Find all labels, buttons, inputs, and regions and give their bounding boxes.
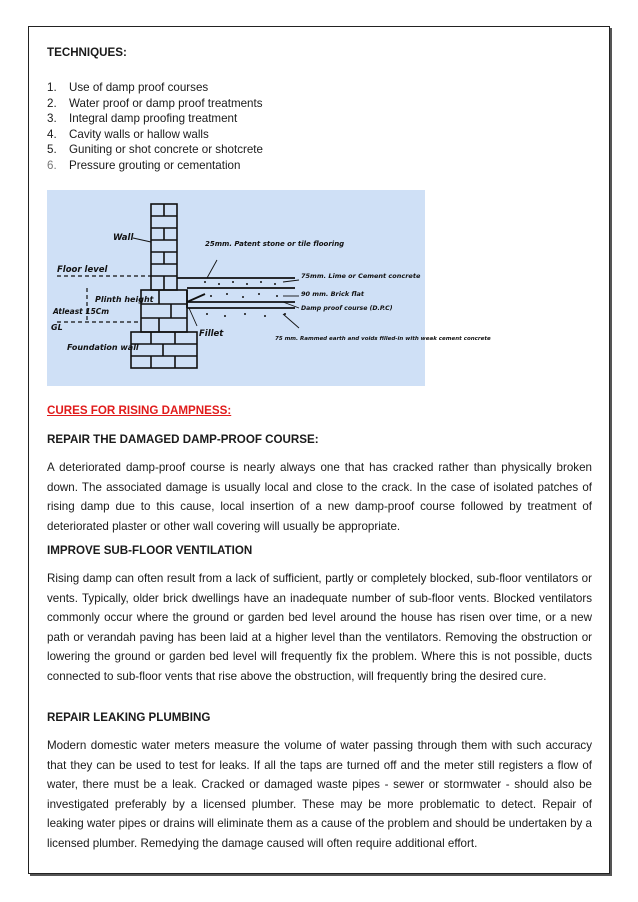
- label-patent-stone: 25mm. Patent stone or tile flooring: [205, 240, 345, 248]
- list-item: 6. Pressure grouting or cementation: [47, 158, 241, 172]
- section-paragraph: A deteriorated damp-proof course is nearly always one that has cracked rather than physically broken down. The associated damage is usually local and close to the crack. In the case of isolated patches of rising damp due to this cause, local insertion of a new damp-proof course followed by treatment of deteriorated plaster or other wall covering will usually be appropriate.: [47, 461, 592, 533]
- label-lime-cement: 75mm. Lime or Cement concrete: [301, 272, 421, 280]
- list-item: 3. Integral damp proofing treatment: [47, 112, 238, 126]
- label-rammed-earth: 75 mm. Rammed earth and voids filled-in with weak cement concrete: [275, 336, 491, 342]
- wall-bricks: [131, 204, 197, 368]
- label-fillet: Fillet: [199, 329, 224, 339]
- label-plinth-height: Plinth height: [95, 295, 154, 304]
- section-heading: REPAIR LEAKING PLUMBING: [47, 711, 211, 724]
- cures-heading: CURES FOR RISING DAMPNESS:: [47, 404, 232, 417]
- section-paragraph: Modern domestic water meters measure the volume of water passing through them with such accuracy that they can be used to test for leaks. If all the taps are turned off and the meter still registers a flow of water, there must be a leak. Cracked or damaged waste pipes - sewer or stormwater - should also be investigated preferably by a licensed plumber. These may be more problematic to detect. Repair of leaking water pipes or drains will eliminate them as a cause of the problem and should be undertaken by a licensed plumber. Remedying the damage caused will often require additional effort.: [47, 739, 592, 850]
- list-item: 2. Water proof or damp proof treatments: [47, 96, 263, 110]
- list-item: 5. Guniting or shot concrete or shotcrete: [47, 143, 263, 157]
- section-paragraph: Rising damp can often result from a lack of sufficient, partly or completely blocked, sub-floor ventilators or vents. Typically, older brick dwellings have an inadequate number of sub-floor vents. Blocked ventilators commonly occur where the ground or garden bed level around the house has risen over time, or a new path or verandah paving has been laid at a higher level than the ventilators. Removing the obstruction or lowering the ground or garden bed level will frequently fix the problem. Where this is not possible, ducts connected to sub-floor vents that rise above the obstruction, will frequently bring the desired cure.: [47, 572, 592, 683]
- techniques-list: [47, 80, 263, 174]
- label-foundation-wall: Foundation wall: [67, 343, 139, 352]
- label-dpc: Damp proof course (D.P.C): [301, 305, 393, 312]
- label-brick-flat: 90 mm. Brick flat: [301, 290, 365, 298]
- floor-layers: [177, 278, 295, 308]
- label-wall: Wall: [113, 233, 134, 243]
- dpc-diagram: [47, 190, 491, 386]
- list-item: 1. Use of damp proof courses: [47, 81, 209, 94]
- techniques-heading: TECHNIQUES:: [47, 46, 127, 59]
- label-gl: GL: [51, 323, 63, 332]
- list-item: 4. Cavity walls or hallow walls: [47, 127, 209, 141]
- label-atleast: Atleast 15Cm: [53, 307, 110, 316]
- section-heading: IMPROVE SUB-FLOOR VENTILATION: [47, 544, 253, 557]
- section-heading: REPAIR THE DAMAGED DAMP-PROOF COURSE:: [47, 433, 319, 446]
- label-floor-level: Floor level: [57, 265, 108, 275]
